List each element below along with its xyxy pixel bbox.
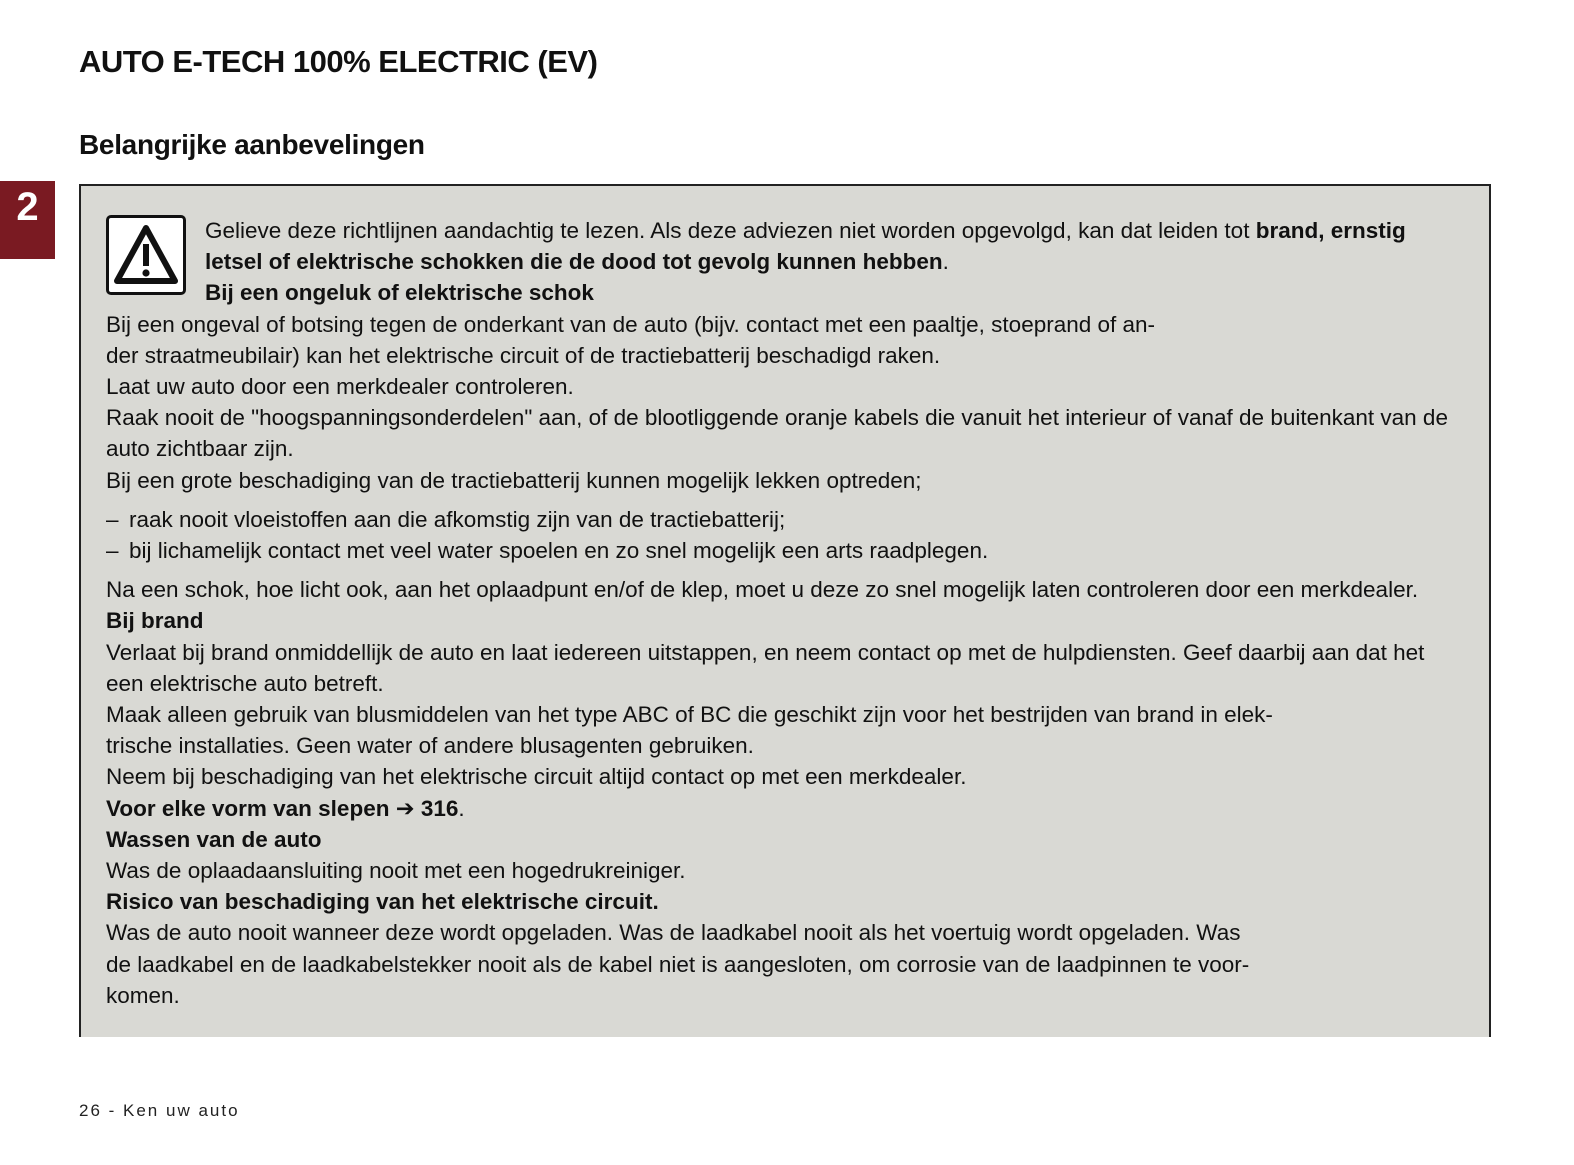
page-footer: 26 - Ken uw auto: [79, 1101, 240, 1120]
fire-heading: Bij brand: [106, 608, 204, 634]
fire-text-3: Neem bij beschadiging van het elektrische circuit altijd contact op met een merkdealer.: [106, 764, 967, 790]
warning-intro-bold: brand, ernstig letsel of elektrische schokken die de dood tot gevolg kunnen hebben: [205, 218, 1406, 275]
battery-leak-warning: Bij een grote beschadiging van de tractiebatterij kunnen mogelijk lekken optreden;: [106, 467, 922, 493]
warning-triangle-icon: [106, 215, 186, 295]
warning-intro: Gelieve deze richtlijnen aandachtig te lezen. Als deze adviezen niet worden opgevolgd, kan dat leiden tot brand, ernstig letsel of elektrische schokken die de dood tot gevolg kunnen hebben.: [205, 218, 1406, 275]
risk-line-3: komen.: [106, 982, 180, 1008]
shock-check: Na een schok, hoe licht ook, aan het oplaadpunt en/of de klep, moet u deze zo snel mogelijk laten controleren door een merkdealer.: [106, 577, 1419, 603]
fire-text-2-line-1: Maak alleen gebruik van blusmiddelen van het type ABC of BC die geschikt zijn voor het bestrijden van brand in elek-: [106, 702, 1273, 728]
risk-heading: Risico van beschadiging van het elektrische circuit.: [106, 889, 659, 915]
page-title: AUTO E-TECH 100% ELECTRIC (EV): [79, 44, 598, 79]
fire-text-2-line-2: trische installaties. Geen water of andere blusagenten gebruiken.: [106, 733, 754, 759]
list-item: – bij lichamelijk contact met veel water spoelen en zo snel mogelijk een arts raadplegen.: [106, 535, 1465, 566]
washing-heading: Wassen van de auto: [106, 826, 322, 852]
accident-heading: Bij een ongeluk of elektrische schok: [205, 280, 594, 306]
accident-line-2: der straatmeubilair) kan het elektrische circuit of de tractiebatterij beschadigd raken.: [106, 342, 941, 368]
list-item: – raak nooit vloeistoffen aan die afkomstig zijn van de tractiebatterij;: [106, 504, 1465, 535]
chapter-tab[interactable]: 2: [0, 181, 55, 259]
towing-page-link[interactable]: 316: [414, 795, 459, 821]
warning-box: [79, 184, 1491, 1037]
risk-line-2: de laadkabel en de laadkabelstekker nooit als de kabel niet is aangesloten, om corrosie van de laadpinnen te voor-: [106, 951, 1250, 977]
fire-text-1: Verlaat bij brand onmiddellijk de auto en laat iedereen uitstappen, en neem contact op met de hulpdiensten. Geef daarbij aan dat het een elektrische auto betreft.: [106, 639, 1425, 696]
arrow-right-icon: ➔: [395, 795, 415, 821]
risk-line-1: Was de auto nooit wanneer deze wordt opgeladen. Was de laadkabel nooit als het voertuig wordt opgeladen. Was: [106, 920, 1241, 946]
accident-line-1: Bij een ongeval of botsing tegen de onderkant van de auto (bijv. contact met een paaltje, stoeprand of an-: [106, 311, 1156, 337]
washing-text: Was de oplaadaansluiting nooit met een hogedrukreiniger.: [106, 858, 686, 884]
high-voltage-warning: Raak nooit de "hoogspanningsonderdelen" aan, of de blootliggende oranje kabels die vanuit het interieur of vanaf de buitenkant van de auto zichtbaar zijn.: [106, 405, 1448, 462]
battery-leak-list: [106, 504, 1465, 566]
towing-reference: Voor elke vorm van slepen ➔ 316.: [106, 795, 465, 821]
dealer-check: Laat uw auto door een merkdealer controleren.: [106, 374, 574, 400]
section-title: Belangrijke aanbevelingen: [79, 129, 425, 160]
